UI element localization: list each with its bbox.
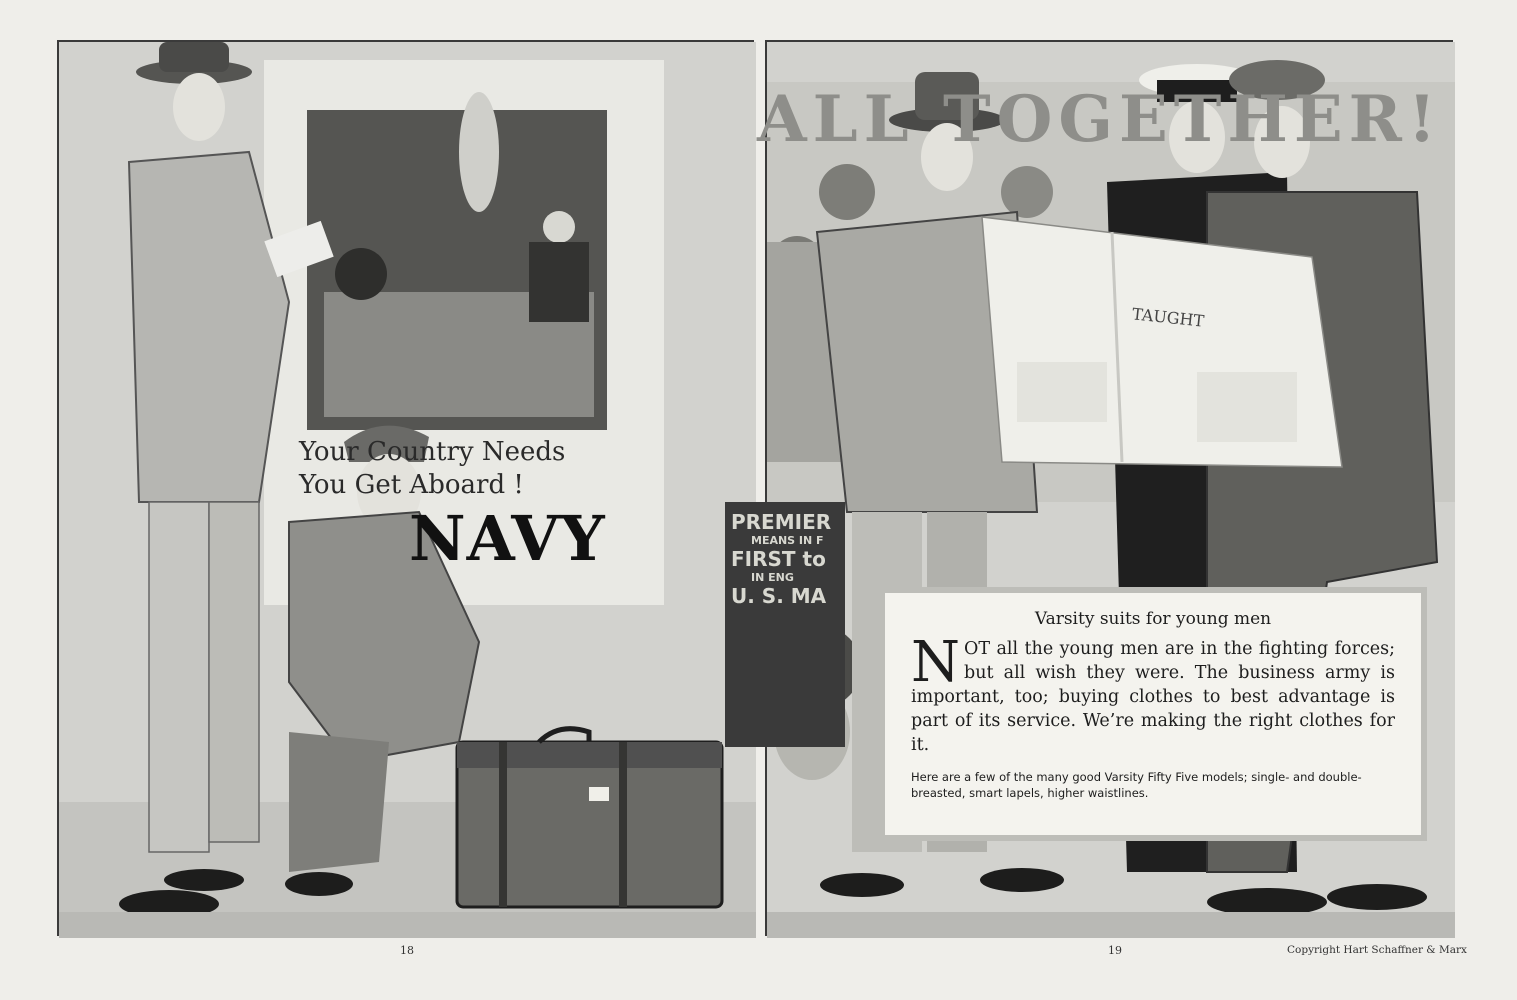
ad-small-text: Here are a few of the many good Varsity Fifty Five models; single- and double-breasted, smart lapels, higher waistlines. bbox=[911, 770, 1362, 800]
left-page-illustration bbox=[57, 40, 754, 936]
ad-text-box bbox=[879, 587, 1427, 841]
page-number-right: 19 bbox=[1108, 944, 1122, 957]
premier-line3: FIRST to bbox=[731, 547, 826, 571]
navy-poster-line2: You Get Aboard ! bbox=[299, 470, 524, 500]
page-number-left: 18 bbox=[400, 944, 414, 957]
navy-poster-word: NAVY bbox=[409, 502, 606, 575]
premier-line1: PREMIER bbox=[731, 510, 832, 534]
ad-body-paragraph bbox=[911, 630, 1395, 757]
all-together-poster-text: ALL TOGETHER! bbox=[757, 82, 1442, 157]
premier-poster bbox=[725, 502, 845, 747]
ad-body-text: OT all the young men are in the fighting forces; but all wish they were. The business army is important, too; buying clothes to best advantage is part of its service. We’re making the right clothes for it. bbox=[911, 639, 1395, 755]
navy-poster-line1: Your Country Needs bbox=[299, 437, 566, 467]
right-page-illustration bbox=[731, 40, 1453, 936]
ad-heading: Varsity suits for young men bbox=[1034, 609, 1272, 629]
newspaper-headline: TAUGHT bbox=[1131, 304, 1206, 331]
premier-line4: IN ENG bbox=[751, 571, 794, 584]
premier-line5: U. S. MA bbox=[731, 584, 827, 608]
premier-line2: MEANS IN F bbox=[751, 534, 824, 547]
copyright-notice: Copyright Hart Schaffner & Marx bbox=[1287, 944, 1467, 956]
ad-dropcap: N bbox=[911, 630, 960, 695]
